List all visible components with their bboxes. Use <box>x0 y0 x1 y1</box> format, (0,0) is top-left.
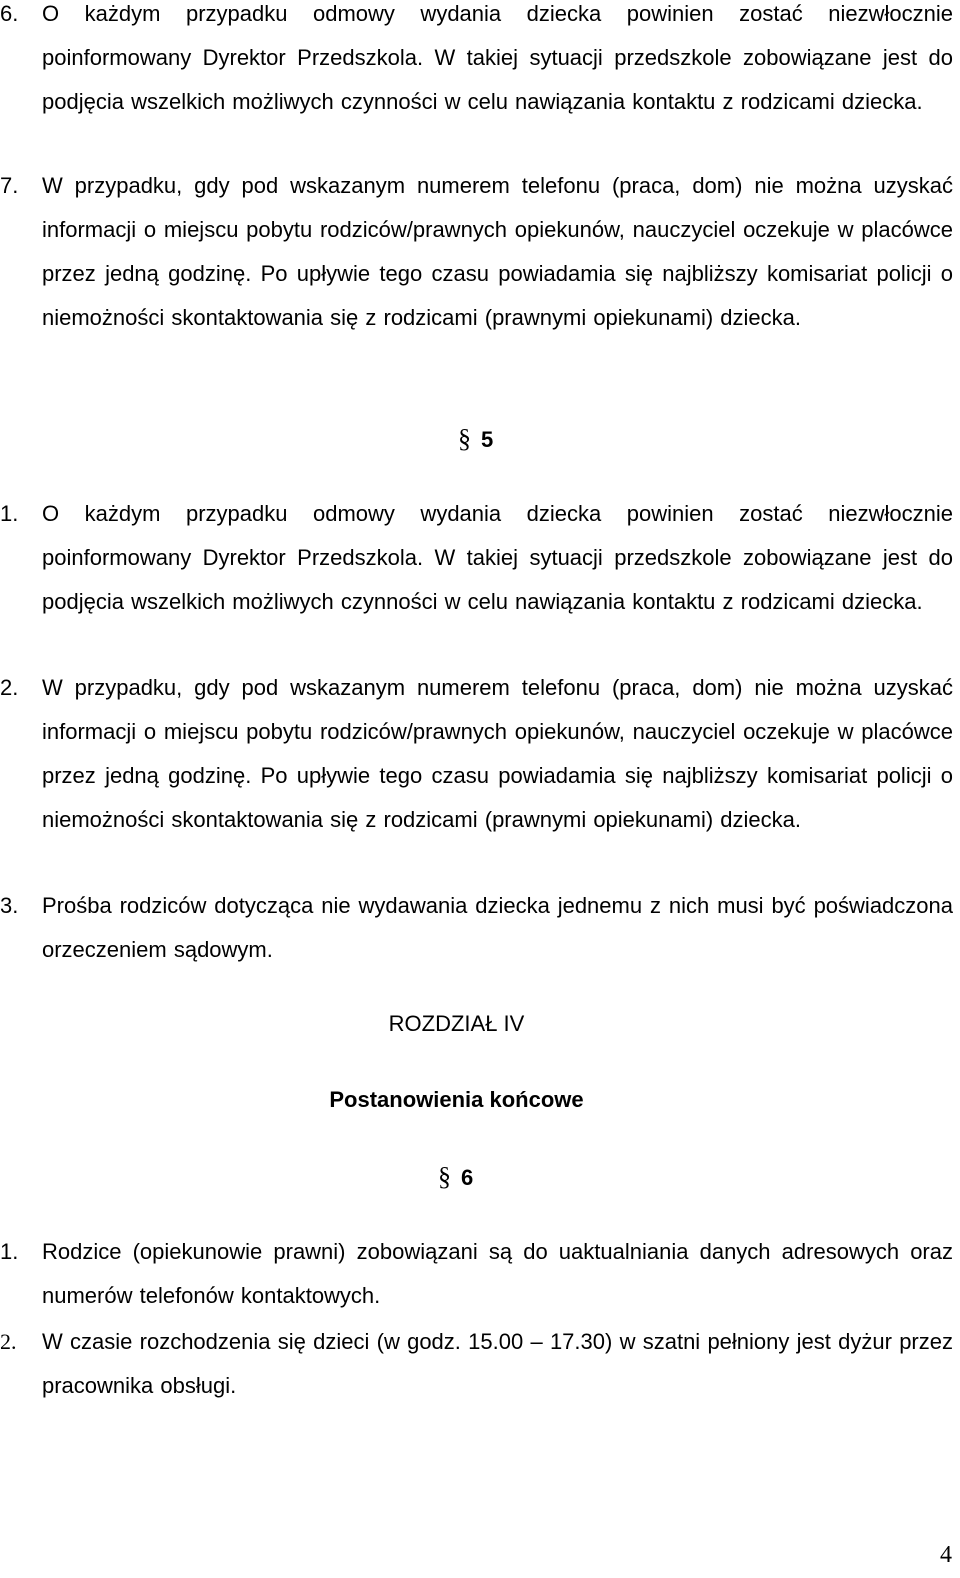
list-item-number: 2. <box>0 1329 17 1354</box>
list-item-number: 1. <box>0 1239 19 1264</box>
list-item-number: 2. <box>0 675 19 700</box>
section-sign-icon: § <box>458 424 471 453</box>
list-item-text: Prośba rodziców dotycząca nie wydawania dziecka jednemu z nich musi być poświadczona orzeczeniem sądowym. <box>42 893 953 962</box>
list-item-number: 1. <box>0 501 19 526</box>
list-item-text: O każdym przypadku odmowy wydania dziecka powinien zostać niezwłocznie poinformowany Dyrektor Przedszkola. W takiej sytuacji przedszkole zobowiązane jest do podjęcia wszelkich możliwych czynności w celu nawiązania kontaktu z rodzicami dziecka. <box>42 1 953 114</box>
list-item-text: W czasie rozchodzenia się dzieci (w godz. 15.00 – 17.30) w szatni pełniony jest dyżur przez pracownika obsługi. <box>42 1329 953 1398</box>
list-item-text: O każdym przypadku odmowy wydania dziecka powinien zostać niezwłocznie poinformowany Dyrektor Przedszkola. W takiej sytuacji przedszkole zobowiązane jest do podjęcia wszelkich możliwych czynności w celu nawiązania kontaktu z rodzicami dziecka. <box>42 501 953 614</box>
list-item-number: 6. <box>0 1 19 26</box>
list-item-number: 3. <box>0 893 19 918</box>
page-number: 4 <box>940 1542 952 1568</box>
section-sign-icon: § <box>438 1162 451 1191</box>
list-item-number: 7. <box>0 173 19 198</box>
section-number: 6 <box>461 1165 474 1190</box>
section-heading-5 <box>458 419 493 460</box>
chapter-subtitle: Postanowienia końcowe <box>329 1087 584 1112</box>
chapter-title: ROZDZIAŁ IV <box>388 1011 525 1036</box>
list-item-text: W przypadku, gdy pod wskazanym numerem telefonu (praca, dom) nie można uzyskać informacji o miejscu pobytu rodziców/prawnych opiekunów, nauczyciel oczekuje w placówce przez jedną godzinę. Po upływie tego czasu powiadamia się najbliższy komisariat policji o niemożności skontaktowania się z rodzicami (prawnymi opiekunami) dziecka. <box>42 675 953 832</box>
section-number: 5 <box>481 427 494 452</box>
list-item-text: Rodzice (opiekunowie prawni) zobowiązani są do uaktualniania danych adresowych oraz numerów telefonów kontaktowych. <box>42 1239 953 1308</box>
list-item-text: W przypadku, gdy pod wskazanym numerem telefonu (praca, dom) nie można uzyskać informacji o miejscu pobytu rodziców/prawnych opiekunów, nauczyciel oczekuje w placówce przez jedną godzinę. Po upływie tego czasu powiadamia się najbliższy komisariat policji o niemożności skontaktowania się z rodzicami (prawnymi opiekunami) dziecka. <box>42 173 953 330</box>
section-heading-6 <box>438 1157 473 1198</box>
